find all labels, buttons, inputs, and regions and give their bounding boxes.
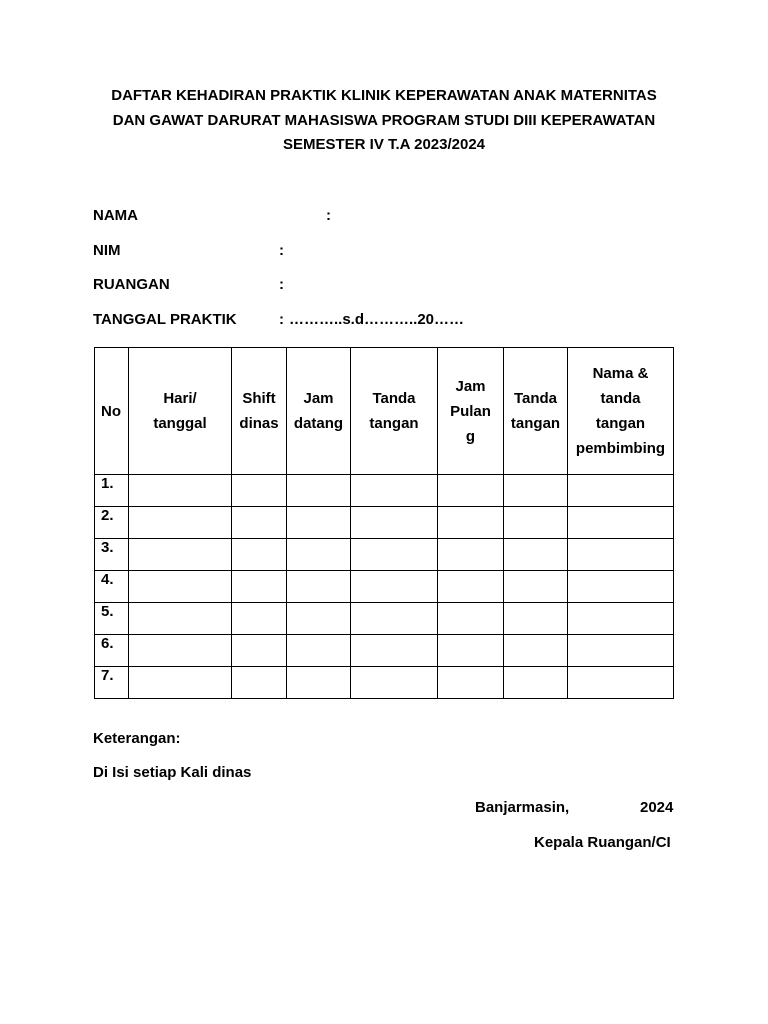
header-jam-datang: Jam datang [287,348,351,475]
cell-hari-tanggal[interactable] [129,475,232,507]
cell-jam-pulang[interactable] [438,635,504,667]
cell-hari-tanggal[interactable] [129,507,232,539]
header-pembimbing: Nama & tanda tangan pembimbing [568,348,674,475]
row-number: 4. [95,571,129,603]
keterangan-label: Keterangan: [93,730,181,747]
row-number: 5. [95,603,129,635]
table-row [95,603,674,635]
cell-tanda-tangan-2[interactable] [504,667,568,699]
cell-jam-datang[interactable] [287,667,351,699]
nama-label: NAMA [93,207,138,224]
cell-jam-pulang[interactable] [438,667,504,699]
header-jam-pulang: Jam Pulan g [438,348,504,475]
row-number: 7. [95,667,129,699]
cell-tanda-tangan-1[interactable] [351,635,438,667]
nim-colon: : [279,242,284,259]
header-shift-dinas: Shift dinas [232,348,287,475]
cell-tanda-tangan-1[interactable] [351,667,438,699]
cell-jam-datang[interactable] [287,475,351,507]
title-line-2: DAN GAWAT DARURAT MAHASISWA PROGRAM STUDI DIII KEPERAWATAN [112,111,656,129]
cell-tanda-tangan-1[interactable] [351,507,438,539]
table-row [95,635,674,667]
cell-tanda-tangan-2[interactable] [504,635,568,667]
cell-jam-pulang[interactable] [438,603,504,635]
cell-hari-tanggal[interactable] [129,603,232,635]
cell-pembimbing[interactable] [568,571,674,603]
cell-jam-pulang[interactable] [438,475,504,507]
header-hari-tanggal: Hari/ tanggal [129,348,232,475]
cell-tanda-tangan-2[interactable] [504,571,568,603]
ruangan-colon: : [279,276,284,293]
cell-tanda-tangan-2[interactable] [504,539,568,571]
header-no: No [95,348,129,475]
cell-tanda-tangan-1[interactable] [351,539,438,571]
nim-label: NIM [93,242,121,259]
cell-pembimbing[interactable] [568,507,674,539]
cell-hari-tanggal[interactable] [129,539,232,571]
cell-jam-pulang[interactable] [438,539,504,571]
cell-hari-tanggal[interactable] [129,571,232,603]
cell-tanda-tangan-1[interactable] [351,571,438,603]
cell-jam-datang[interactable] [287,635,351,667]
cell-tanda-tangan-2[interactable] [504,603,568,635]
attendance-table [94,347,674,699]
cell-tanda-tangan-2[interactable] [504,475,568,507]
cell-jam-datang[interactable] [287,539,351,571]
cell-shift-dinas[interactable] [232,571,287,603]
instruction-text: Di Isi setiap Kali dinas [93,764,252,781]
table-row [95,571,674,603]
row-number: 3. [95,539,129,571]
cell-shift-dinas[interactable] [232,667,287,699]
table-row [95,667,674,699]
cell-jam-datang[interactable] [287,603,351,635]
cell-pembimbing[interactable] [568,539,674,571]
header-tanda-tangan-1: Tanda tangan [351,348,438,475]
nama-colon: : [326,207,331,224]
title-line-1: DAFTAR KEHADIRAN PRAKTIK KLINIK KEPERAWATAN ANAK MATERNITAS [111,87,657,104]
cell-pembimbing[interactable] [568,635,674,667]
cell-tanda-tangan-1[interactable] [351,603,438,635]
row-number: 1. [95,475,129,507]
tanggal-value: ………..s.d………..20…… [289,311,465,328]
cell-shift-dinas[interactable] [232,507,287,539]
cell-pembimbing[interactable] [568,667,674,699]
tanggal-colon: : [279,311,284,328]
cell-shift-dinas[interactable] [232,603,287,635]
cell-shift-dinas[interactable] [232,475,287,507]
tanggal-label: TANGGAL PRAKTIK [93,311,237,328]
cell-jam-pulang[interactable] [438,571,504,603]
table-row [95,539,674,571]
ruangan-label: RUANGAN [93,276,170,293]
signature-year: 2024 [640,799,674,816]
cell-shift-dinas[interactable] [232,539,287,571]
cell-hari-tanggal[interactable] [129,635,232,667]
header-tanda-tangan-2: Tanda tangan [504,348,568,475]
row-number: 2. [95,507,129,539]
cell-pembimbing[interactable] [568,475,674,507]
cell-jam-datang[interactable] [287,507,351,539]
cell-shift-dinas[interactable] [232,635,287,667]
table-header-row [95,348,674,475]
cell-jam-pulang[interactable] [438,507,504,539]
cell-pembimbing[interactable] [568,603,674,635]
signature-city: Banjarmasin, [475,799,570,816]
cell-tanda-tangan-2[interactable] [504,507,568,539]
cell-jam-datang[interactable] [287,571,351,603]
cell-hari-tanggal[interactable] [129,667,232,699]
table-row [95,475,674,507]
row-number: 6. [95,635,129,667]
title-line-3: SEMESTER IV T.A 2023/2024 [282,136,486,153]
signature-role: Kepala Ruangan/CI [534,834,671,851]
document-title [84,84,684,158]
table-row [95,507,674,539]
cell-tanda-tangan-1[interactable] [351,475,438,507]
